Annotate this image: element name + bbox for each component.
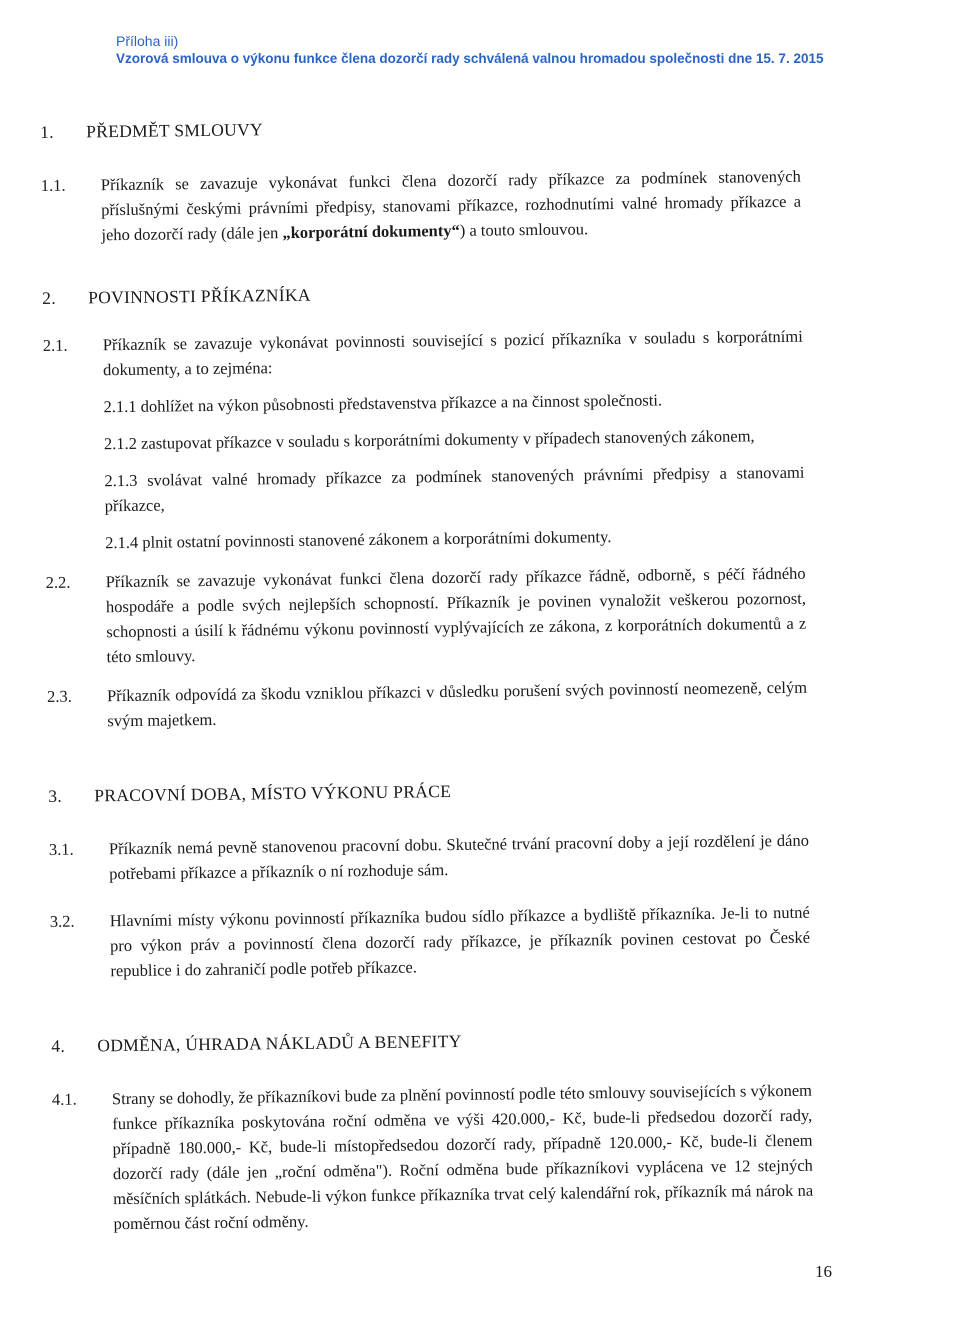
section-heading <box>48 777 808 807</box>
clause-number: 2.3. <box>46 686 72 706</box>
clause-text: Příkazník se zavazuje vykonávat funkci člena dozorčí rady příkazce řádně, odborně, s péčí řádného hospodáře a podle svých nejlepších schopností. Příkazník je povinen vynaložit veškerou pozornost, schopnosti a úsilí k řádnému výkonu povinností vyplývajících ze zákona, z korporátních dokumentů a z této smlouvy. <box>105 563 807 667</box>
document-body <box>40 109 814 1237</box>
clause-text: Hlavními místy výkonu povinností příkazníka budou sídlo příkazce a bydliště příkazníka. Je-li to nutné pro výkon práv a povinností člena dozorčí rady příkazce, je příkazník povinen cestovat po České republice i do zahraničí podle potřeb příkazce. <box>109 902 811 981</box>
clause-number: 2.1. <box>42 335 68 355</box>
clause <box>41 164 802 248</box>
section-heading <box>51 1027 811 1057</box>
subclause: 2.1.2 zastupovat příkazce v souladu s korporátními dokumenty v případech stanovených zákonem, <box>103 426 755 454</box>
clause <box>50 900 811 984</box>
defined-term: „korporátní dokumenty“ <box>282 220 460 243</box>
clause-number: 3.1. <box>48 839 74 859</box>
page-number: 16 <box>815 1262 832 1281</box>
subclause: 2.1.1 dohlížet na výkon působnosti představenstva příkazce a na činnost společnosti. <box>103 390 663 417</box>
section-title: ODMĚNA, ÚHRADA NÁKLADŮ A BENEFITY <box>97 1030 462 1056</box>
annex-label: Příloha iii) <box>116 33 179 49</box>
clause-text-part: Příkazník se zavazuje vykonávat funkci člena dozorčí rady příkazce za podmínek stanovených příslušnými českými právními předpisy, stanovami příkazce, rozhodnutími valné hromady příkazce a jeho dozorčí rady (dále jen <box>100 166 802 245</box>
clause-number: 1.1. <box>40 175 66 195</box>
subclause: 2.1.4 plnit ostatní povinnosti stanovené zákonem a korporátními dokumenty. <box>105 527 612 553</box>
clause-text-end: ) a touto smlouvou. <box>459 219 589 240</box>
clause-number: 3.2. <box>49 911 75 931</box>
section-number: 1. <box>40 121 55 142</box>
clause <box>46 561 807 670</box>
section-title: POVINNOSTI PŘÍKAZNÍKA <box>88 284 311 308</box>
clause-text: Příkazník se zavazuje vykonávat povinnosti související s pozicí příkazníka v souladu s korporátními dokumenty, a to zejména: <box>102 326 803 380</box>
subclause: 2.1.3 svolávat valné hromady příkazce za podmínek stanovených právními předpisy a stanovami příkazce, <box>104 462 805 516</box>
section-title: PŘEDMĚT SMLOUVY <box>86 119 264 142</box>
section-heading <box>42 279 802 309</box>
document-title: Vzorová smlouva o výkonu funkce člena dozorčí rady schválená valnou hromadou společnosti dne 15. 7. 2015 <box>116 51 824 66</box>
clause <box>47 675 808 734</box>
clause <box>49 828 810 887</box>
section-heading <box>40 113 800 143</box>
section-number: 3. <box>48 785 63 806</box>
clause-text: Strany se dohodly, že příkazníkovi bude za plnění povinností podle této smlouvy souvisejících s výkonem funkce příkazníka poskytována roční odměna ve výši 420.000,- Kč, bude-li předsedou dozorčí rady, případně 180.000,- Kč, bude-li místopředsedou dozorčí rady, případně 120.000,- Kč, bude-li členem dozorčí rady (dále jen „roční odměna"). Roční odměna bude příkazníkovi vyplácena ve 12 stejných měsíčních splátkách. Nebude-li výkon funkce příkazníka trvat celý kalendářní rok, příkazník má nárok na poměrnou část roční odměny. <box>111 1080 814 1234</box>
section-number: 4. <box>51 1035 66 1056</box>
clause-number: 4.1. <box>51 1089 77 1109</box>
clause-text <box>101 164 802 248</box>
clause-number: 2.2. <box>45 572 71 592</box>
clause-text: Příkazník odpovídá za škodu vzniklou příkazci v důsledku porušení svých povinností neomezeně, celým svým majetkem. <box>106 677 808 731</box>
section-number: 2. <box>42 287 57 308</box>
clause-text: Příkazník nemá pevně stanovenou pracovní dobu. Skutečné trvání pracovní doby a její rozdělení je dáno potřebami příkazce a příkazník o ní rozhoduje sám. <box>108 830 809 884</box>
section-title: PRACOVNÍ DOBA, MÍSTO VÝKONU PRÁCE <box>94 781 452 806</box>
clause <box>52 1078 814 1237</box>
clause <box>43 324 804 383</box>
page-header <box>116 32 823 68</box>
